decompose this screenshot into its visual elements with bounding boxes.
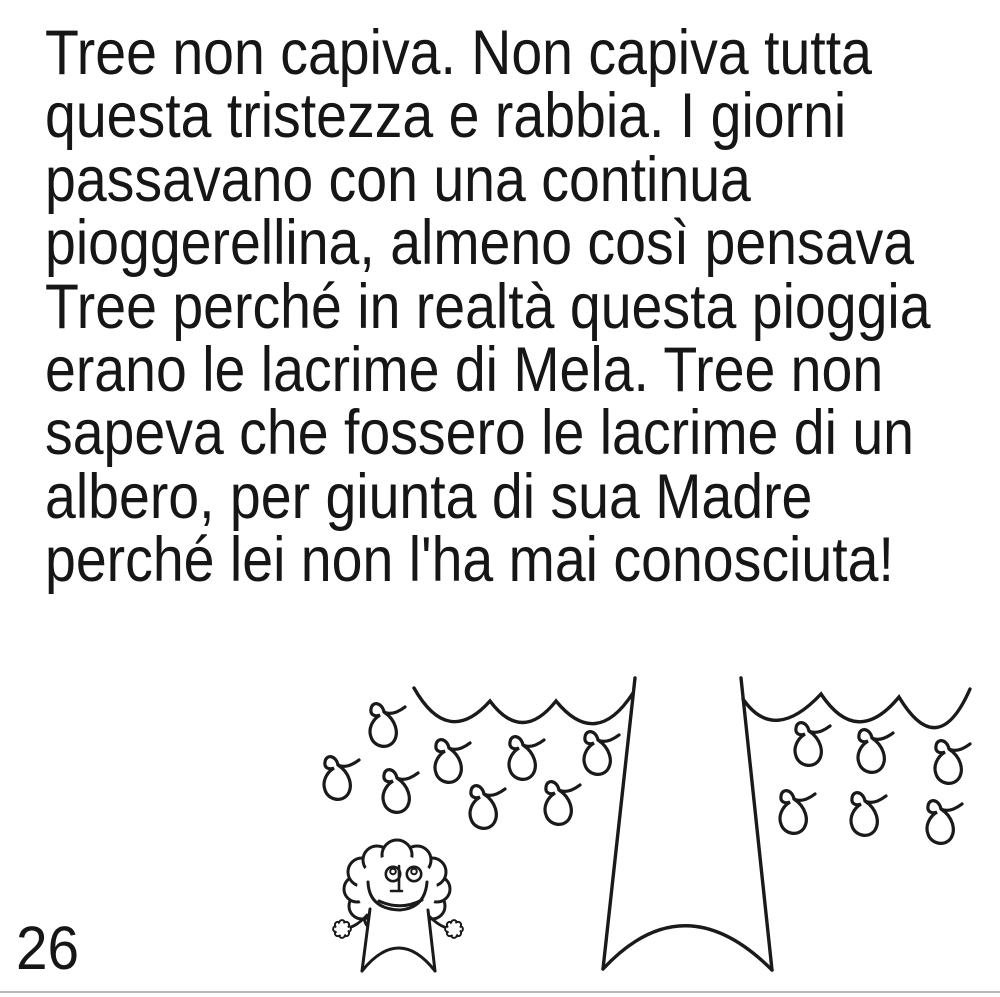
teardrop-icon [383,770,418,813]
story-line: questa tristezza e rabbia. I giorni [45,81,847,152]
body-fill [362,909,435,971]
tree-foliage-right [743,689,970,728]
teardrop-icon [370,704,405,747]
teardrop-icon [927,801,962,844]
story-line: pioggerellina, almeno così pensava [45,208,915,279]
teardrop-icon [435,740,470,783]
story-line: sapeva che fossero le lacrime di un [45,398,915,469]
teardrop-icon [545,782,580,825]
right-hand-icon [445,920,463,938]
teardrop-icon [935,741,970,784]
teardrop-icon [795,723,830,766]
teardrops [324,704,970,844]
mother-tree [414,678,970,970]
story-line: albero, per giunta di sua Madre [45,461,813,532]
teardrop-icon [509,737,544,780]
tree-trunk-bottom-arch [603,926,772,970]
teardrop-icon [470,786,505,829]
teardrop-icon [858,730,893,773]
page-number: 26 [16,914,80,982]
story-line: passavano con una continua [45,144,751,215]
tree-foliage-left [414,688,633,724]
teardrop-icon [324,757,359,800]
teardrop-icon [780,791,815,834]
sad-tree-character [333,840,463,971]
left-hand-icon [333,920,351,938]
tree-trunk-left-line [603,678,635,969]
story-line: Tree non capiva. Non capiva tutta [45,18,872,88]
teardrop-icon [851,793,886,836]
story-line: erano le lacrime di Mela. Tree non [45,335,884,406]
tree-trunk-right-line [741,678,772,970]
page-bottom-edge [0,991,1000,993]
story-line: perché lei non l'ha mai conosciuta! [45,525,894,596]
story-line: Tree perché in realtà questa pioggia [45,271,931,342]
teardrop-icon [584,732,619,775]
